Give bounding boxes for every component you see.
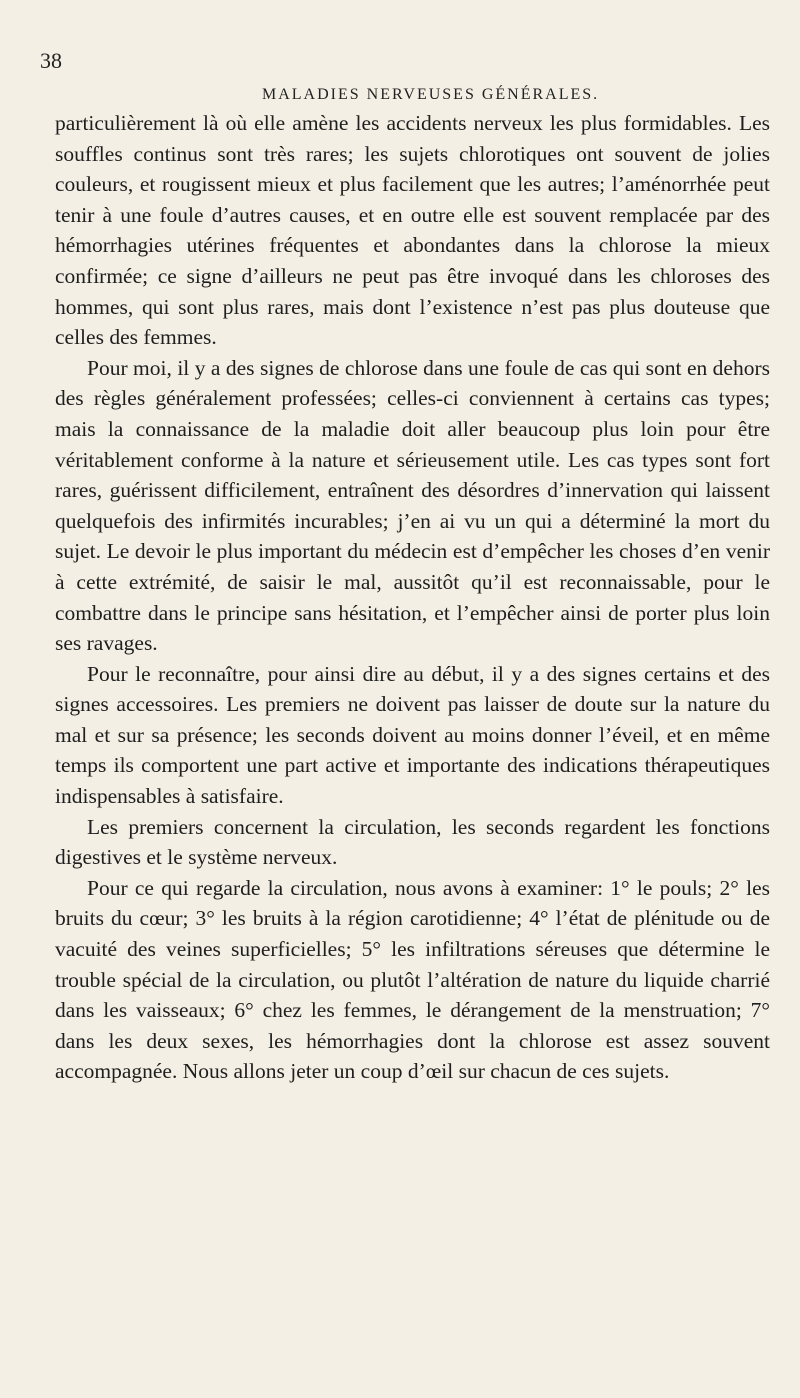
paragraph: Pour le reconnaître, pour ainsi dire au début, il y a des signes certains et des signes accessoires. Les premiers ne doivent pas laisser de doute sur la nature du mal et sur sa présence; les seconds doivent au moins donner l’éveil, et en même temps ils comportent une part active et importante des indications thérapeutiques indispensables à satisfaire.	[55, 661, 770, 809]
page-number: 38	[40, 48, 62, 73]
paragraph: Pour moi, il y a des signes de chlorose dans une foule de cas qui sont en dehors des règles généralement professées; celles-ci conviennent à certains cas types; mais la connaissance de la maladie doit aller beaucoup plus loin pour être véritablement conforme à la nature et sérieusement utile. Les cas types sont fort rares, guérissent difficilement, entraînent des désordres d’innervation qui laissent quelquefois des infirmités incurables; j’en ai vu un qui a déterminé la mort du sujet. Le devoir le plus important du médecin est d’empêcher les choses d’en venir à cette extrémité, de saisir le mal, aussitôt qu’il est reconnaissable, pour le combattre dans le principe sans hésitation, et l’empêcher ainsi de porter plus loin ses ravages.	[55, 355, 770, 656]
paragraph: particulièrement là où elle amène les accidents nerveux les plus formidables. Les souffles continus sont très rares; les sujets chlorotiques ont souvent de jolies couleurs, et rougissent mieux et plus facilement que les autres; l’aménorrhée peut tenir à une foule d’autres causes, et en outre elle est souvent remplacée par des hémorrhagies utérines fréquentes et abondantes dans la chlorose la mieux confirmée; ce signe d’ailleurs ne peut pas être invoqué dans les chloroses des hommes, qui sont plus rares, mais dont l’existence n’est pas plus douteuse que celles des femmes.	[55, 111, 770, 350]
body-text	[55, 108, 770, 1087]
page-header	[40, 48, 770, 103]
paragraph: Les premiers concernent la circulation, les seconds regardent les fonctions digestives et le système nerveux.	[55, 814, 770, 870]
running-title: MALADIES NERVEUSES GÉNÉRALES.	[262, 86, 600, 103]
paragraph: Pour ce qui regarde la circulation, nous avons à examiner: 1° le pouls; 2° les bruits du cœur; 3° les bruits à la région carotidienne; 4° l’état de plénitude ou de vacuité des veines superficielles; 5° les infiltrations séreuses que détermine le trouble spécial de la circulation, ou plutôt l’altération de nature du liquide charrié dans les vaisseaux; 6° chez les femmes, le dérangement de la menstruation; 7° dans les deux sexes, les hémorrhagies dont la chlorose est assez souvent accompagnée. Nous allons jeter un coup d’œil sur chacun de ces sujets.	[55, 875, 770, 1084]
